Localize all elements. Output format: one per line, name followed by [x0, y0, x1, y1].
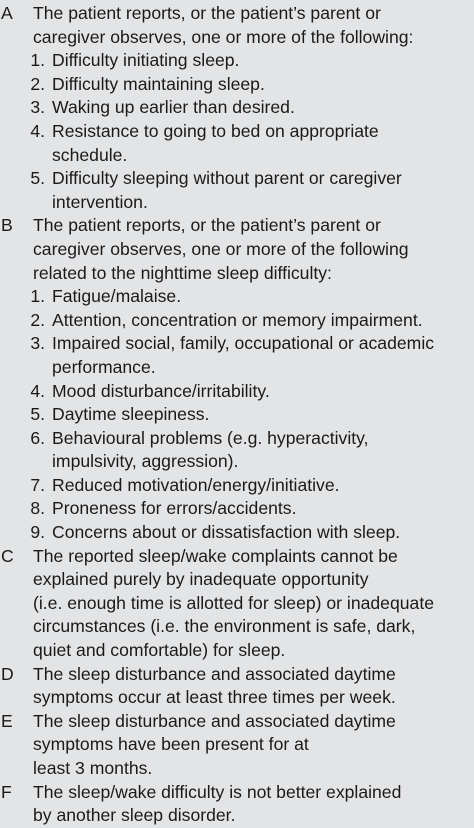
list-item-text: Behavioural problems (e.g. hyperactivity,	[52, 427, 369, 448]
list-item-line	[0, 167, 474, 191]
criterion-line	[0, 568, 474, 592]
criterion-text: quiet and comfortable) for sleep.	[33, 640, 286, 661]
list-item-text: Fatigue/malaise.	[52, 286, 182, 307]
criterion-line	[0, 757, 474, 781]
criterion-letter: B	[1, 215, 13, 236]
list-item-line	[0, 191, 474, 215]
list-item-text: Proneness for errors/accidents.	[52, 498, 297, 519]
list-item-text: Difficulty sleeping without parent or caregiver	[52, 168, 402, 189]
criterion-text: The sleep disturbance and associated daytime	[33, 710, 396, 731]
list-item	[0, 427, 474, 474]
list-item-number: 8.	[30, 498, 45, 519]
criterion-text: least 3 months.	[33, 758, 153, 778]
criterion-section-b	[0, 214, 474, 544]
list-item-number: 1.	[30, 50, 45, 71]
criterion-letter: D	[1, 663, 14, 684]
list-item-text: Waking up earlier than desired.	[52, 97, 295, 118]
list-item	[0, 120, 474, 167]
criterion-text: The patient reports, or the patient’s parent or	[33, 3, 381, 23]
criterion-line	[0, 733, 474, 757]
list-item-line	[0, 427, 474, 451]
criterion-text: symptoms have been present for at	[33, 734, 309, 755]
list-item	[0, 332, 474, 379]
criterion-section-f	[0, 781, 474, 828]
list-item-line	[0, 285, 474, 309]
list-item-number: 2.	[30, 73, 45, 94]
list-item	[0, 167, 474, 214]
list-item	[0, 403, 474, 427]
list-item-text: schedule.	[52, 144, 128, 165]
list-item	[0, 497, 474, 521]
list-item-line	[0, 380, 474, 404]
list-item-number: 5.	[30, 404, 45, 425]
criterion-text: (i.e. enough time is allotted for sleep) or inadequate	[33, 592, 434, 613]
criterion-text: caregiver observes, one or more of the following	[33, 238, 409, 259]
list-item	[0, 521, 474, 545]
list-item-number: 7.	[30, 474, 45, 495]
criterion-text: The reported sleep/wake complaints cannot be	[33, 545, 398, 566]
list-item-text: Difficulty maintaining sleep.	[52, 73, 265, 94]
criterion-line	[0, 238, 474, 262]
criterion-letter: E	[1, 710, 13, 731]
criterion-line	[0, 639, 474, 663]
list-item-line	[0, 497, 474, 521]
criterion-line	[0, 214, 474, 238]
criterion-line	[0, 545, 474, 569]
criterion-line	[0, 710, 474, 734]
criterion-line	[0, 2, 474, 26]
list-item-text: Resistance to going to bed on appropriate	[52, 120, 379, 141]
criterion-line	[0, 262, 474, 286]
list-item-text: Daytime sleepiness.	[52, 404, 210, 425]
criterion-line	[0, 804, 474, 828]
list-item-text: Attention, concentration or memory impairment.	[52, 309, 423, 330]
list-item-line	[0, 96, 474, 120]
criterion-text: related to the nighttime sleep difficulty:	[33, 262, 332, 283]
list-item-number: 4.	[30, 380, 45, 401]
list-item-line	[0, 120, 474, 144]
criterion-text: The patient reports, or the patient’s parent or	[33, 215, 381, 236]
criterion-text: The sleep disturbance and associated daytime	[33, 663, 396, 684]
criterion-letter: A	[1, 3, 13, 23]
list-item	[0, 96, 474, 120]
list-item-text: Concerns about or dissatisfaction with sleep.	[52, 522, 401, 543]
list-item	[0, 474, 474, 498]
list-item-number: 3.	[30, 333, 45, 354]
criterion-letter: F	[1, 781, 12, 802]
criterion-line	[0, 663, 474, 687]
list-item-number: 5.	[30, 168, 45, 189]
list-item-line	[0, 144, 474, 168]
list-item-number: 4.	[30, 120, 45, 141]
list-item-text: Reduced motivation/energy/initiative.	[52, 474, 340, 495]
list-item-line	[0, 521, 474, 545]
criterion-line	[0, 592, 474, 616]
list-item-number: 2.	[30, 309, 45, 330]
criterion-line	[0, 26, 474, 50]
criterion-section-d	[0, 663, 474, 710]
list-item	[0, 380, 474, 404]
list-item-text: intervention.	[52, 191, 148, 212]
list-item-number: 3.	[30, 97, 45, 118]
criterion-text: The sleep/wake difficulty is not better explained	[33, 781, 402, 802]
list-item-number: 1.	[30, 286, 45, 307]
list-item-line	[0, 309, 474, 333]
list-item	[0, 73, 474, 97]
criterion-text: explained purely by inadequate opportunity	[33, 569, 369, 590]
criterion-line	[0, 781, 474, 805]
list-item-number: 6.	[30, 427, 45, 448]
list-item	[0, 309, 474, 333]
list-item-line	[0, 332, 474, 356]
list-item	[0, 49, 474, 73]
list-item	[0, 285, 474, 309]
criterion-text: symptoms occur at least three times per week.	[33, 687, 396, 708]
criterion-text: circumstances (i.e. the environment is safe, dark,	[33, 616, 416, 637]
list-item-text: Impaired social, family, occupational or academic	[52, 333, 435, 354]
list-item-text: Difficulty initiating sleep.	[52, 50, 240, 71]
criterion-line	[0, 686, 474, 710]
criterion-text: by another sleep disorder.	[33, 805, 236, 826]
criterion-letter: C	[1, 545, 14, 566]
criterion-section-c	[0, 545, 474, 663]
list-item-line	[0, 450, 474, 474]
criterion-section-a	[0, 2, 474, 214]
list-item-line	[0, 356, 474, 380]
list-item-text: performance.	[52, 356, 156, 377]
list-item-line	[0, 49, 474, 73]
list-item-number: 9.	[30, 522, 45, 543]
criterion-section-e	[0, 710, 474, 781]
list-item-text: impulsivity, aggression).	[52, 451, 239, 472]
list-item-line	[0, 474, 474, 498]
criterion-text: caregiver observes, one or more of the following:	[33, 26, 414, 47]
criterion-line	[0, 615, 474, 639]
list-item-line	[0, 73, 474, 97]
list-item-line	[0, 403, 474, 427]
list-item-text: Mood disturbance/irritability.	[52, 380, 270, 401]
